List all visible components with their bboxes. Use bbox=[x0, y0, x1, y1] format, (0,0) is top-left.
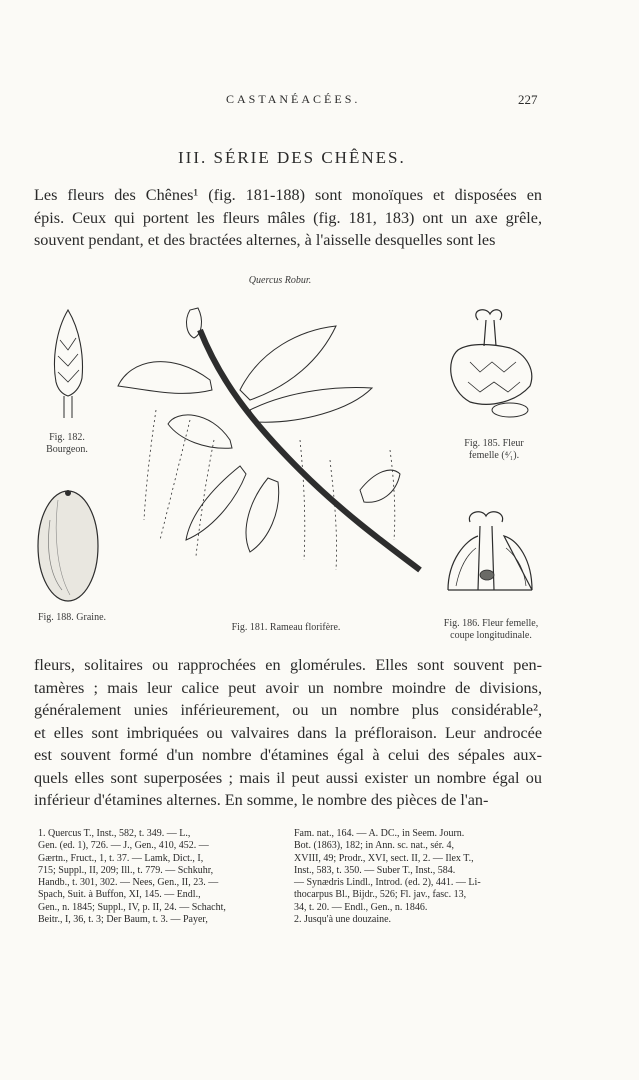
footnote-line: XVIII, 49; Prodr., XVI, sect. II, 2. — Ilex T., bbox=[294, 852, 474, 864]
text-line: et elles sont imbriquées ou valvaires dans la préfloraison. Leur androcée bbox=[34, 723, 542, 742]
caption-fig181 bbox=[196, 622, 376, 634]
text-line: fleurs, solitaires ou rapprochées en glomérules. Elles sont souvent pen- bbox=[34, 656, 542, 674]
footnote-line: Bot. (1863), 182; in Ann. sc. nat., sér. 4, bbox=[294, 840, 454, 852]
page-number: 227 bbox=[518, 92, 538, 107]
paragraph-2 bbox=[34, 654, 542, 812]
text-line: épis. Ceux qui portent les fleurs mâles (fig. 181, 183) ont un axe grêle, bbox=[34, 208, 542, 227]
caption-line: Bourgeon. bbox=[46, 444, 88, 455]
caption-line: Fig. 182. bbox=[49, 432, 85, 443]
caption-fig188 bbox=[22, 612, 122, 624]
text-line: est souvent formé d'un nombre d'étamines égal à celui des sépales aux- bbox=[34, 746, 542, 764]
footnote-line: 715; Suppl., II, 209; Ill., t. 779. — Schkuhr, bbox=[38, 864, 214, 876]
footnote-line: Handb., t. 301, 302. — Nees, Gen., II, 23. — bbox=[38, 877, 219, 889]
footnotes-right-column bbox=[294, 828, 544, 926]
text-line: quels elles sont superposées ; mais il peut aussi exister un nombre égal ou bbox=[34, 768, 542, 787]
text-line: tamères ; mais leur calice peut avoir un nombre moindre de divisions, bbox=[34, 678, 542, 697]
caption-fig185 bbox=[446, 438, 542, 462]
caption-line: femelle (⁴⁄₁). bbox=[468, 450, 520, 461]
footnote-line: 34, t. 20. — Endl., Gen., n. 1846. bbox=[294, 901, 428, 913]
text-line: Les fleurs des Chênes¹ (fig. 181-188) sont monoïques et disposées en bbox=[34, 186, 542, 204]
footnote-line: 2. Jusqu'à une douzaine. bbox=[294, 914, 392, 926]
botanical-plate-illustration bbox=[0, 290, 639, 620]
section-heading: III. SÉRIE DES CHÊNES. bbox=[178, 148, 406, 167]
caption-line: Fig. 185. Fleur bbox=[464, 438, 524, 449]
footnote-line: Gen. (ed. 1), 726. — J., Gen., 410, 452. — bbox=[38, 840, 209, 852]
caption-line: Fig. 186. Fleur femelle, bbox=[443, 618, 539, 629]
caption-line: Fig. 188. Graine. bbox=[37, 612, 107, 623]
caption-line: coupe longitudinale. bbox=[450, 630, 532, 641]
footnotes-left-column bbox=[38, 828, 278, 926]
flower-section-illustration bbox=[448, 512, 532, 590]
text-line: inférieur d'étamines alternes. En somme, le nombre des pièces de l'an- bbox=[34, 791, 489, 809]
caption-line: Fig. 181. Rameau florifère. bbox=[231, 622, 341, 633]
footnote-line: Gen., n. 1845; Suppl., IV, p. II, 24. — Schacht, bbox=[38, 901, 226, 913]
footnote-line: Inst., 583, t. 350. — Suber T., Inst., 584. bbox=[294, 864, 456, 876]
footnote-line: Gærtn., Fruct., 1, t. 37. — Lamk, Dict., I, bbox=[38, 852, 204, 864]
footnote-line: Fam. nat., 164. — A. DC., in Seem. Journ. bbox=[294, 828, 465, 839]
text-line: généralement unies inférieurement, ou un nombre plus considérable², bbox=[34, 701, 542, 719]
footnote-line: 1. Quercus T., Inst., 582, t. 349. — L., bbox=[38, 828, 191, 839]
flowering-branch-illustration bbox=[118, 308, 420, 570]
caption-fig182 bbox=[40, 432, 94, 456]
footnote-line: Beitr., I, 36, t. 3; Der Baum, t. 3. — Payer, bbox=[38, 914, 208, 926]
plate-title: Quercus Robur. bbox=[248, 275, 312, 286]
paragraph-1 bbox=[34, 184, 542, 252]
footnote-line: thocarpus Bl., Bijdr., 526; Fl. jav., fasc. 13, bbox=[294, 889, 467, 901]
bud-illustration bbox=[55, 310, 83, 418]
text-line: souvent pendant, et des bractées alternes, à l'aisselle desquelles sont les bbox=[34, 231, 496, 249]
running-title: CASTANÉACÉES. bbox=[226, 92, 361, 106]
footnote-line: — Synædris Lindl., Introd. (ed. 2), 441. — Li- bbox=[294, 877, 481, 889]
seed-illustration bbox=[38, 490, 98, 601]
female-flower-illustration bbox=[451, 310, 532, 417]
caption-fig186 bbox=[426, 618, 556, 642]
footnote-line: Spach, Suit. à Buffon, XI, 145. — Endl., bbox=[38, 889, 201, 901]
